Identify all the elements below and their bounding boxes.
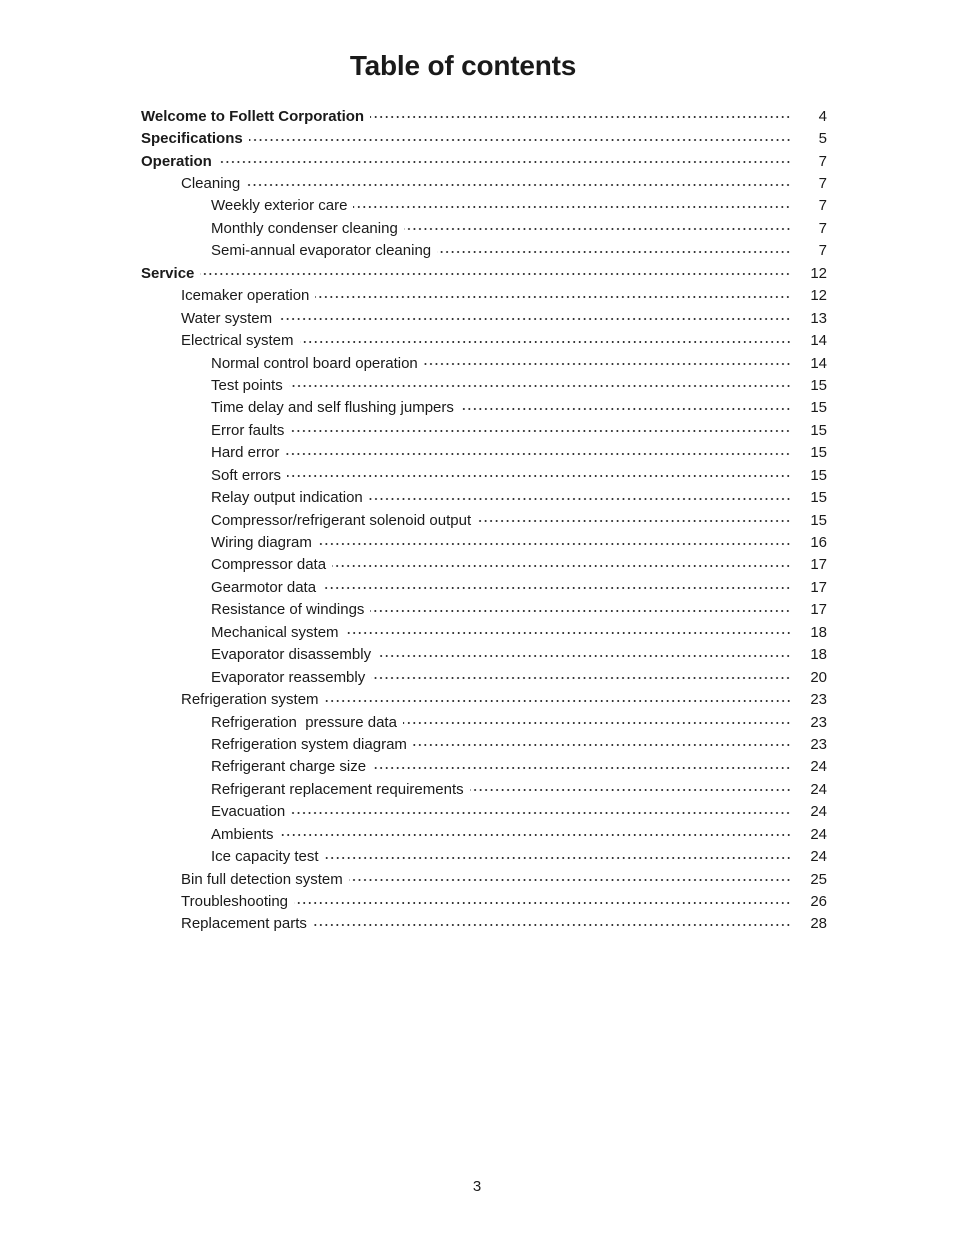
toc-dot-leader [345, 632, 791, 634]
toc-dot-leader [460, 408, 791, 410]
toc-entry[interactable] [141, 890, 827, 912]
toc-dot-leader [424, 363, 791, 365]
toc-entry-page: 26 [810, 893, 827, 911]
toc-entry[interactable] [141, 172, 827, 194]
toc-entry[interactable] [141, 285, 827, 307]
toc-dot-leader [370, 610, 791, 612]
table-of-contents [141, 105, 827, 935]
toc-dot-leader [218, 161, 791, 163]
toc-entry[interactable] [141, 666, 827, 688]
toc-entry-label: Time delay and self flushing jumpers [211, 399, 454, 417]
toc-dot-leader [315, 296, 791, 298]
toc-entry[interactable] [141, 217, 827, 239]
toc-dot-leader [404, 228, 791, 230]
toc-entry-page: 17 [810, 556, 827, 574]
toc-entry-label: Troubleshooting [181, 893, 289, 911]
toc-entry-label: Evaporator disassembly [211, 646, 372, 664]
toc-entry[interactable] [141, 801, 827, 823]
toc-dot-leader [322, 587, 791, 589]
toc-entry-label: Evaporator reassembly [211, 668, 366, 686]
toc-entry-page: 24 [810, 803, 827, 821]
toc-entry[interactable] [141, 576, 827, 598]
toc-entry[interactable] [141, 262, 827, 284]
toc-entry[interactable] [141, 397, 827, 419]
toc-entry[interactable] [141, 733, 827, 755]
toc-entry-label: Bin full detection system [181, 870, 343, 888]
toc-dot-leader [249, 139, 791, 141]
toc-entry[interactable] [141, 621, 827, 643]
toc-entry[interactable] [141, 913, 827, 935]
toc-entry-page: 24 [810, 758, 827, 776]
toc-entry-label: Evacuation [211, 803, 286, 821]
toc-entry[interactable] [141, 486, 827, 508]
toc-dot-leader [285, 453, 791, 455]
toc-dot-leader [280, 834, 791, 836]
toc-dot-leader [353, 206, 791, 208]
toc-entry-label: Operation [141, 152, 212, 170]
toc-dot-leader [294, 902, 791, 904]
toc-entry[interactable] [141, 845, 827, 867]
toc-entry-page: 5 [818, 130, 827, 148]
toc-entry-page: 17 [810, 578, 827, 596]
toc-entry-page: 4 [818, 107, 827, 125]
toc-entry-page: 15 [810, 511, 827, 529]
toc-entry-page: 20 [810, 668, 827, 686]
page-title: Table of contents [349, 50, 577, 81]
toc-entry[interactable] [141, 329, 827, 351]
toc-dot-leader [403, 722, 791, 724]
toc-entry[interactable] [141, 711, 827, 733]
toc-dot-leader [372, 767, 791, 769]
toc-entry[interactable] [141, 352, 827, 374]
toc-dot-leader [200, 273, 791, 275]
toc-dot-leader [246, 184, 791, 186]
toc-entry-page: 13 [810, 309, 827, 327]
toc-entry[interactable] [141, 442, 827, 464]
toc-entry-label: Compressor/refrigerant solenoid output [211, 511, 472, 529]
toc-entry-page: 7 [818, 197, 827, 215]
toc-dot-leader [437, 251, 791, 253]
toc-entry-page: 24 [810, 848, 827, 866]
toc-entry[interactable] [141, 688, 827, 710]
toc-entry-label: Weekly exterior care [211, 197, 348, 215]
toc-dot-leader [278, 318, 791, 320]
toc-entry[interactable] [141, 150, 827, 172]
toc-entry-label: Monthly condenser cleaning [211, 219, 398, 237]
toc-entry-page: 15 [810, 489, 827, 507]
toc-entry-page: 24 [810, 825, 827, 843]
toc-entry-label: Cleaning [181, 175, 241, 193]
toc-entry-label: Semi-annual evaporator cleaning [211, 242, 432, 260]
toc-dot-leader [290, 430, 791, 432]
toc-entry-label: Ice capacity test [211, 848, 319, 866]
toc-dot-leader [349, 879, 791, 881]
toc-entry-page: 23 [810, 713, 827, 731]
toc-entry-label: Test points [211, 376, 283, 394]
toc-entry[interactable] [141, 240, 827, 262]
toc-entry-label: Replacement parts [181, 915, 307, 933]
toc-dot-leader [477, 520, 791, 522]
toc-entry-label: Welcome to Follett Corporation [141, 107, 365, 125]
toc-entry-label: Electrical system [181, 332, 294, 350]
toc-dot-leader [377, 655, 791, 657]
toc-entry-label: Icemaker operation [181, 287, 310, 305]
toc-entry-page: 7 [818, 219, 827, 237]
toc-dot-leader [300, 341, 791, 343]
toc-dot-leader [287, 475, 791, 477]
toc-entry[interactable] [141, 644, 827, 666]
toc-dot-leader [369, 498, 791, 500]
toc-entry[interactable] [141, 554, 827, 576]
toc-entry-label: Hard error [211, 444, 280, 462]
toc-entry-label: Relay output indication [211, 489, 363, 507]
toc-entry-page: 28 [810, 915, 827, 933]
toc-entry-label: Service [141, 264, 195, 282]
toc-entry[interactable] [141, 127, 827, 149]
toc-entry-label: Refrigeration system [181, 691, 319, 709]
toc-entry-page: 15 [810, 466, 827, 484]
toc-entry-label: Refrigerant charge size [211, 758, 367, 776]
toc-entry-page: 15 [810, 376, 827, 394]
toc-entry[interactable] [141, 823, 827, 845]
toc-dot-leader [318, 543, 791, 545]
toc-entry[interactable] [141, 307, 827, 329]
toc-entry[interactable] [141, 195, 827, 217]
toc-dot-leader [289, 385, 791, 387]
toc-dot-leader [371, 677, 791, 679]
toc-entry[interactable] [141, 531, 827, 553]
toc-dot-leader [325, 700, 791, 702]
toc-entry-page: 12 [810, 287, 827, 305]
toc-entry[interactable] [141, 105, 827, 127]
toc-dot-leader [332, 565, 791, 567]
toc-entry-page: 18 [810, 646, 827, 664]
toc-entry[interactable] [141, 868, 827, 890]
toc-entry[interactable] [141, 419, 827, 441]
toc-entry-label: Specifications [141, 130, 243, 148]
toc-entry-page: 24 [810, 780, 827, 798]
page-number: 3 [472, 1178, 482, 1195]
toc-entry-label: Water system [181, 309, 273, 327]
toc-entry[interactable] [141, 509, 827, 531]
toc-dot-leader [413, 744, 791, 746]
toc-dot-leader [291, 812, 791, 814]
toc-entry[interactable] [141, 778, 827, 800]
toc-entry-label: Refrigeration system diagram [211, 735, 407, 753]
toc-entry-page: 7 [818, 242, 827, 260]
toc-entry-label: Compressor data [211, 556, 327, 574]
toc-entry-label: Mechanical system [211, 623, 339, 641]
toc-entry-label: Wiring diagram [211, 534, 312, 552]
toc-entry-page: 15 [810, 444, 827, 462]
toc-dot-leader [470, 789, 791, 791]
toc-entry-label: Gearmotor data [211, 578, 317, 596]
toc-entry-label: Ambients [211, 825, 274, 843]
toc-entry-label: Soft errors [211, 466, 282, 484]
toc-entry-page: 7 [818, 175, 827, 193]
toc-entry[interactable] [141, 599, 827, 621]
toc-entry-page: 14 [810, 332, 827, 350]
toc-entry-page: 7 [818, 152, 827, 170]
toc-entry-page: 15 [810, 399, 827, 417]
toc-entry-page: 17 [810, 601, 827, 619]
toc-entry[interactable] [141, 756, 827, 778]
toc-entry-label: Normal control board operation [211, 354, 418, 372]
toc-entry-page: 15 [810, 421, 827, 439]
toc-entry[interactable] [141, 464, 827, 486]
toc-entry-page: 14 [810, 354, 827, 372]
toc-entry-page: 23 [810, 735, 827, 753]
toc-entry-page: 12 [810, 264, 827, 282]
toc-dot-leader [325, 857, 791, 859]
toc-entry-label: Refrigeration pressure data [211, 713, 397, 731]
toc-dot-leader [370, 116, 791, 118]
toc-dot-leader [313, 924, 791, 926]
toc-entry-label: Resistance of windings [211, 601, 365, 619]
toc-entry-label: Error faults [211, 421, 285, 439]
toc-entry-page: 18 [810, 623, 827, 641]
toc-entry-page: 23 [810, 691, 827, 709]
toc-entry[interactable] [141, 374, 827, 396]
toc-entry-label: Refrigerant replacement requirements [211, 780, 464, 798]
toc-entry-page: 16 [810, 534, 827, 552]
toc-entry-page: 25 [810, 870, 827, 888]
